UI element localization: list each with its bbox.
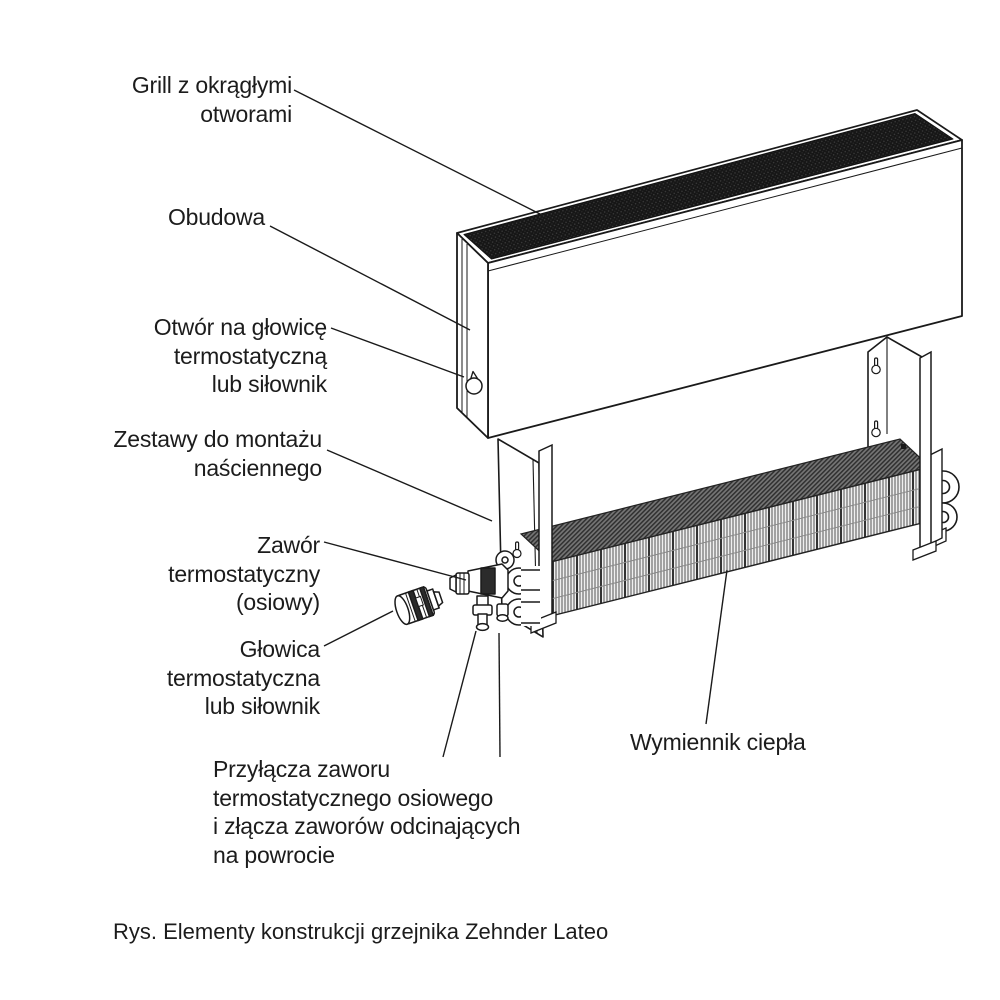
- label-thermostatic-valve: [40, 531, 320, 617]
- label-line: Obudowa: [167, 204, 265, 230]
- label-grill: [40, 71, 292, 128]
- bracket-flange-right: [920, 352, 931, 549]
- label-line: termostatyczną: [173, 342, 327, 369]
- label-line: Otwór na głowicę: [153, 314, 327, 340]
- thermostatic-valve: [450, 564, 508, 598]
- label-line: termostatyczna: [166, 664, 320, 691]
- label-wall-mount-kits: [40, 425, 322, 482]
- leader-grill: [294, 90, 540, 214]
- label-line: otworami: [200, 100, 292, 127]
- label-obudowa: [40, 203, 265, 232]
- label-line: naściennego: [193, 454, 322, 481]
- label-line: na powrocie: [213, 841, 335, 868]
- leader-przylacza-1: [443, 631, 476, 757]
- label-heat-exchanger: [630, 728, 940, 757]
- label-line: lub siłownik: [211, 371, 327, 397]
- label-head-opening: [40, 313, 327, 399]
- label-line: Grill z okrągłymi: [131, 72, 292, 98]
- label-line: Zestawy do montażu: [113, 426, 322, 452]
- label-line: Przyłącza zaworu: [213, 756, 391, 782]
- exchanger-top-mark: [901, 444, 906, 449]
- label-thermostatic-head: [40, 635, 320, 721]
- label-line: termostatyczny: [168, 560, 320, 587]
- label-valve-connections: [213, 755, 603, 869]
- label-line: Wymiennik ciepła: [630, 729, 806, 755]
- label-line: i złącza zaworów odcinających: [213, 813, 521, 839]
- leader-zawor: [324, 542, 466, 580]
- label-line: (osiowy): [235, 589, 320, 615]
- leader-otwor: [331, 328, 464, 377]
- leader-przylacza-2: [499, 633, 500, 757]
- label-line: Zawór: [257, 532, 320, 558]
- label-line: Głowica: [239, 636, 320, 662]
- label-line: termostatycznego osiowego: [213, 784, 494, 811]
- label-line: lub siłownik: [204, 693, 320, 719]
- leader-glowica: [324, 611, 393, 646]
- figure-caption: Rys. Elementy konstrukcji grzejnika Zehnder Lateo: [113, 919, 609, 944]
- leader-zestawy: [327, 450, 492, 521]
- leader-wymiennik: [706, 570, 727, 724]
- thermostatic-head: [392, 583, 446, 626]
